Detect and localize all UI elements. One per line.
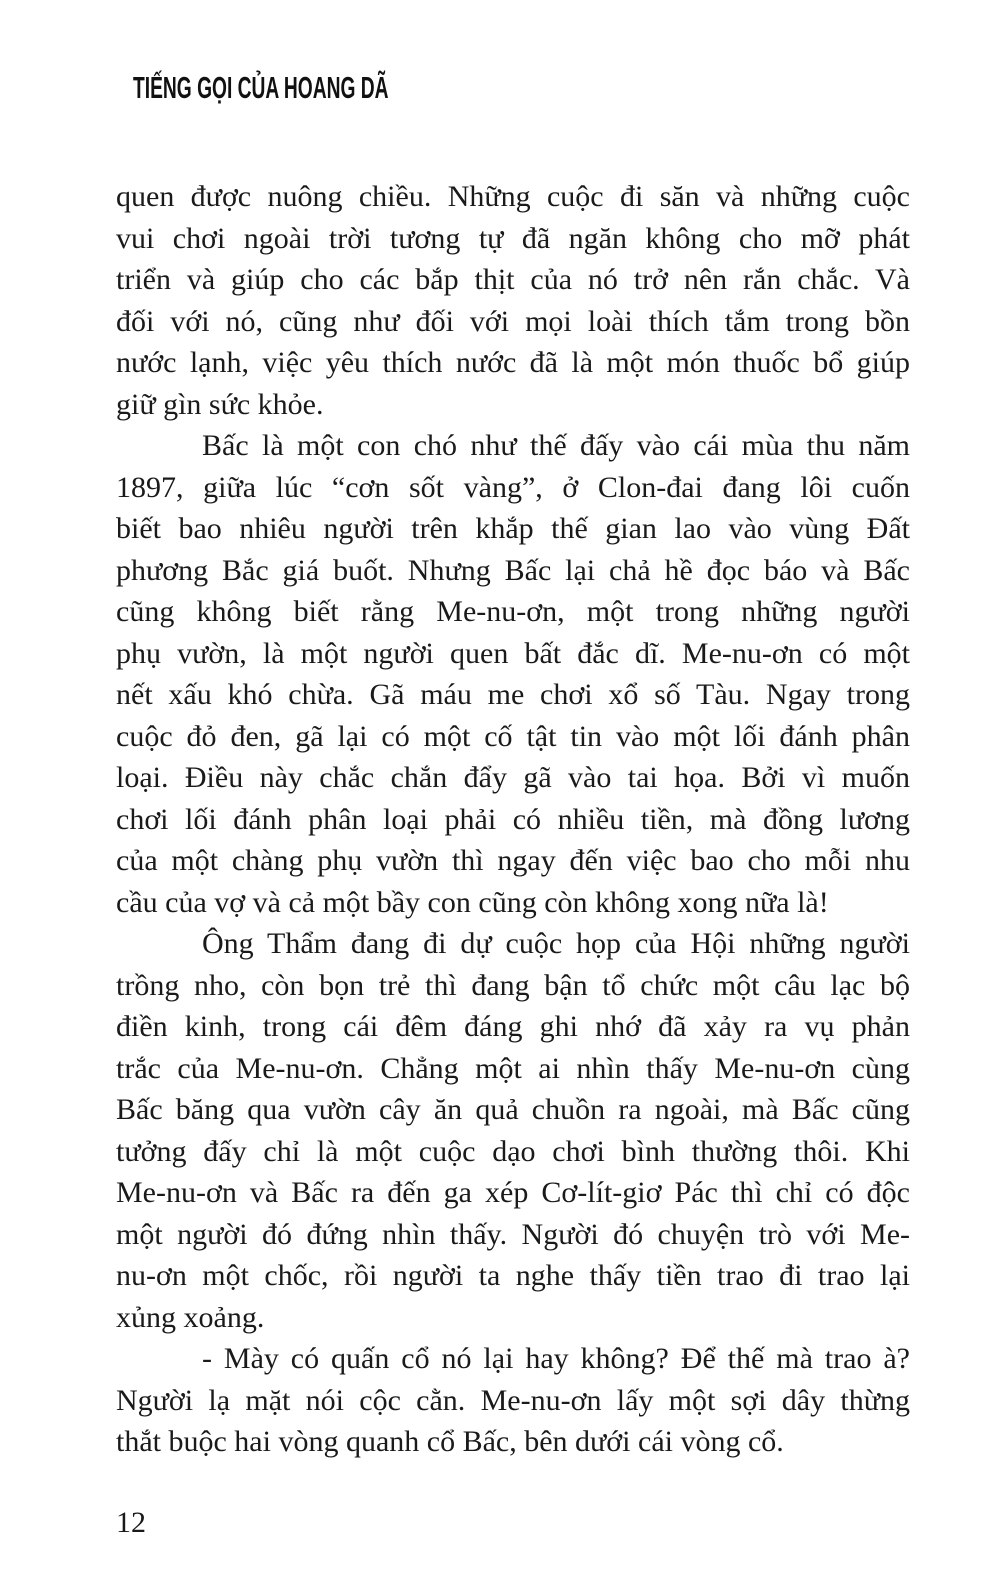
- text-line: của một chàng phụ vườn thì ngay đến việc bao cho mỗi nhu: [116, 844, 910, 877]
- text-line: cầu của vợ và cả một bầy con cũng còn không xong nữa là!: [116, 885, 829, 919]
- text-line: thắt buộc hai vòng quanh cổ Bấc, bên dưới cái vòng cổ.: [116, 1425, 784, 1458]
- paragraph: [116, 425, 910, 923]
- text-line: phụ vườn, là một người quen bất đắc dĩ. Me-nu-ơn có một: [116, 636, 910, 670]
- text-line: xủng xoảng.: [116, 1300, 265, 1334]
- text-line: chơi lối đánh phân loại phải có nhiều tiền, mà đồng lương: [116, 802, 910, 836]
- text-line: Bấc là một con chó như thế đấy vào cái mùa thu năm: [202, 429, 910, 462]
- text-line: một người đó đứng nhìn thấy. Người đó chuyện trò với Me-: [116, 1217, 910, 1251]
- body-text: [116, 176, 910, 1463]
- text-line: trồng nho, còn bọn trẻ thì đang bận tổ chức một câu lạc bộ: [116, 968, 910, 1002]
- text-line: nu-ơn một chốc, rồi người ta nghe thấy tiền trao đi trao lại: [116, 1259, 910, 1292]
- text-line: vui chơi ngoài trời tương tự đã ngăn không cho mỡ phát: [116, 221, 910, 255]
- text-line: giữ gìn sức khỏe.: [116, 387, 324, 421]
- text-line: nết xấu khó chừa. Gã máu me chơi xổ số Tàu. Ngay trong: [116, 678, 910, 711]
- text-line: Bấc băng qua vườn cây ăn quả chuồn ra ngoài, mà Bấc cũng: [116, 1093, 910, 1126]
- text-line: nước lạnh, việc yêu thích nước đã là một món thuốc bổ giúp: [116, 346, 910, 379]
- text-line: Me-nu-ơn và Bấc ra đến ga xép Cơ-lít-giơ Pác thì chỉ có độc: [116, 1176, 910, 1209]
- text-line: Ông Thẩm đang đi dự cuộc họp của Hội những người: [202, 927, 910, 960]
- text-line: điền kinh, trong cái đêm đáng ghi nhớ đã xảy ra vụ phản: [116, 1010, 910, 1043]
- text-line: biết bao nhiêu người trên khắp thế gian lao vào vùng Đất: [116, 512, 910, 545]
- text-line: quen được nuông chiều. Những cuộc đi săn và những cuộc: [116, 180, 910, 213]
- paragraph: [116, 923, 910, 1338]
- text-line: triển và giúp cho các bắp thịt của nó trở nên rắn chắc. Và: [116, 263, 910, 296]
- text-line: Người lạ mặt nói cộc cằn. Me-nu-ơn lấy một sợi dây thừng: [116, 1383, 910, 1417]
- text-line: tưởng đấy chỉ là một cuộc dạo chơi bình thường thôi. Khi: [116, 1134, 910, 1168]
- paragraph: [116, 1338, 910, 1463]
- page-number: 12: [116, 1506, 146, 1539]
- text-line: phương Bắc giá buốt. Nhưng Bấc lại chả hề đọc báo và Bấc: [116, 553, 910, 587]
- text-line: loại. Điều này chắc chắn đẩy gã vào tai họa. Bởi vì muốn: [116, 761, 910, 794]
- text-line: trắc của Me-nu-ơn. Chẳng một ai nhìn thấy Me-nu-ơn cùng: [116, 1051, 910, 1085]
- text-line: cuộc đỏ đen, gã lại có một cố tật tin vào một lối đánh phân: [116, 719, 910, 753]
- text-line: cũng không biết rằng Me-nu-ơn, một trong những người: [116, 595, 910, 628]
- text-line: - Mày có quấn cổ nó lại hay không? Để thế mà trao à?: [202, 1342, 910, 1375]
- paragraph: [116, 176, 910, 425]
- text-line: đối với nó, cũng như đối với mọi loài thích tắm trong bồn: [116, 304, 910, 338]
- text-line: 1897, giữa lúc “cơn sốt vàng”, ở Clon-đai đang lôi cuốn: [116, 470, 910, 504]
- running-head: TIẾNG GỌI CỦA HOANG DÃ: [133, 70, 389, 105]
